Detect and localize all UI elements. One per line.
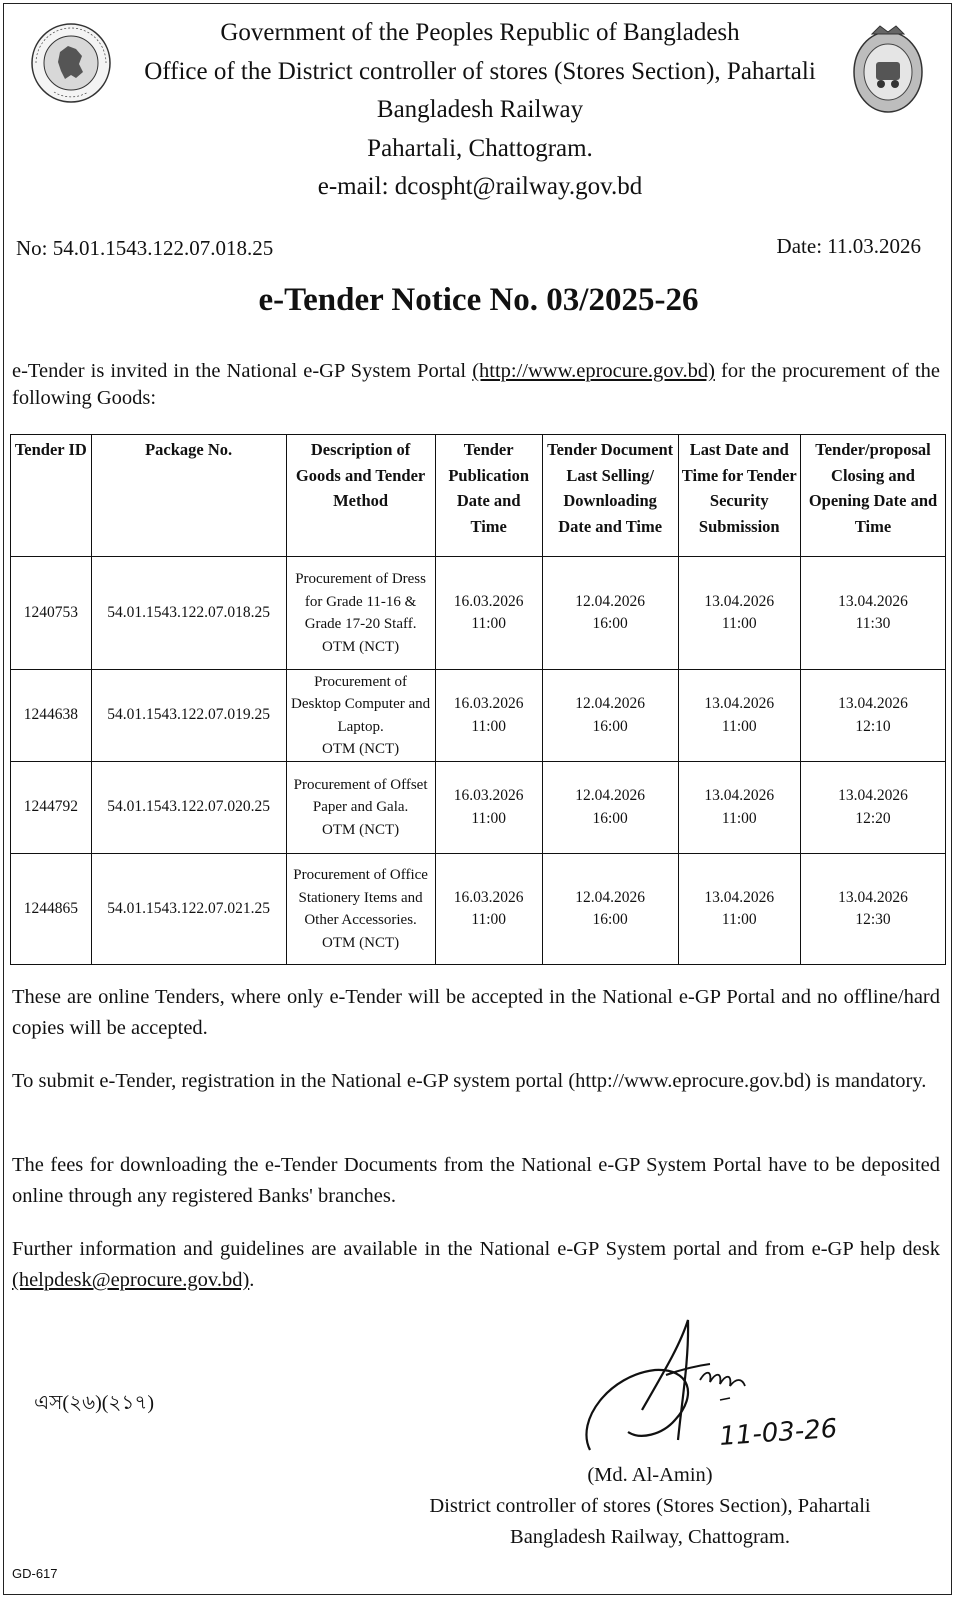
document-cell xyxy=(542,670,678,762)
table-row xyxy=(11,854,946,965)
closing-date: 13.04.2026 xyxy=(838,592,908,610)
description-cell xyxy=(286,762,435,854)
signatory-designation: District controller of stores (Stores Section), Pahartali xyxy=(429,1495,871,1517)
publication-date: 16.03.2026 xyxy=(453,888,524,906)
description-text: Procurement of Offset Paper and Gala. xyxy=(293,776,428,816)
header-package-no: Package No. xyxy=(91,435,286,557)
publication-cell xyxy=(435,670,542,762)
closing-cell xyxy=(801,854,946,965)
description-cell xyxy=(286,670,435,762)
organization-name: Bangladesh Railway xyxy=(376,96,584,123)
description-cell xyxy=(286,854,435,965)
publication-date: 16.03.2026 xyxy=(453,592,524,610)
bangladesh-railway-logo-icon xyxy=(850,22,926,118)
header-closing-date: Tender/proposal Closing and Opening Date and Time xyxy=(801,435,946,557)
security-cell xyxy=(678,670,800,762)
publication-date: 16.03.2026 xyxy=(453,695,524,712)
package-no-cell: 54.01.1543.122.07.019.25 xyxy=(91,670,286,762)
reference-date: Date: 11.03.2026 xyxy=(776,234,921,258)
security-cell xyxy=(678,557,800,670)
publication-cell xyxy=(435,557,542,670)
memo-number: এস(২৬)(২১৭) xyxy=(34,1392,155,1414)
closing-time: 11:30 xyxy=(855,615,891,632)
table-row xyxy=(11,557,946,670)
signature-icon xyxy=(570,1300,930,1480)
document-time: 16:00 xyxy=(592,809,628,827)
security-time: 11:00 xyxy=(721,615,757,632)
svg-text:11-03-26: 11-03-26 xyxy=(718,1413,839,1452)
closing-time: 12:20 xyxy=(855,809,891,827)
document-cell xyxy=(542,854,678,965)
intro-text: e-Tender is invited in the National e-GP System Portal xyxy=(12,360,473,382)
publication-date: 16.03.2026 xyxy=(453,787,524,804)
signatory-office: Bangladesh Railway, Chattogram. xyxy=(510,1526,790,1548)
further-info-end: . xyxy=(249,1269,255,1291)
document-time: 16:00 xyxy=(592,911,628,928)
publication-cell xyxy=(435,854,542,965)
notice-title: e-Tender Notice No. 03/2025-26 xyxy=(258,282,699,318)
tender-id-cell: 1244865 xyxy=(11,854,92,965)
signatory-block xyxy=(400,1460,900,1553)
closing-cell xyxy=(801,557,946,670)
publication-time: 11:00 xyxy=(471,717,507,735)
tender-table xyxy=(10,434,946,965)
tender-method: OTM (NCT) xyxy=(322,741,400,757)
header-description: Description of Goods and Tender Method xyxy=(286,435,435,557)
security-time: 11:00 xyxy=(721,911,757,928)
description-cell xyxy=(286,557,435,670)
description-text: Procurement of Desktop Computer and Laptop. xyxy=(291,673,431,735)
closing-time: 12:10 xyxy=(855,717,891,735)
signatory-name: (Md. Al-Amin) xyxy=(587,1464,713,1486)
description-text: Procurement of Office Stationery Items and Other Accessories. xyxy=(293,867,428,928)
closing-date: 13.04.2026 xyxy=(838,787,908,804)
tender-id-cell: 1244792 xyxy=(11,762,92,854)
intro-text-end: for the procurement of the following Goods: xyxy=(12,360,941,409)
closing-cell xyxy=(801,670,946,762)
document-date: 12.04.2026 xyxy=(575,592,646,610)
table-row xyxy=(11,670,946,762)
description-text: Procurement of Dress for Grade 11-16 & Grade 17-20 Staff. xyxy=(295,571,426,632)
online-tender-paragraph: These are online Tenders, where only e-Tender will be accepted in the National e-GP Portal and no offline/hard copies will be accepted. xyxy=(12,986,940,1039)
package-no-cell: 54.01.1543.122.07.018.25 xyxy=(91,557,286,670)
header-tender-id: Tender ID xyxy=(11,435,92,557)
footer-code: GD-617 xyxy=(12,1566,58,1581)
tender-id-cell: 1244638 xyxy=(11,670,92,762)
further-info-paragraph xyxy=(12,1234,940,1296)
document-time: 16:00 xyxy=(592,615,628,632)
publication-time: 11:00 xyxy=(471,911,507,928)
further-info-text: Further information and guidelines are available in the National e-GP System portal and from e-GP help desk xyxy=(12,1238,940,1260)
closing-date: 13.04.2026 xyxy=(838,695,908,712)
header-document-last-date: Tender Document Last Selling/ Downloading Date and Time xyxy=(542,435,678,557)
helpdesk-email-link[interactable]: (helpdesk@eprocure.gov.bd) xyxy=(12,1269,250,1291)
document-cell xyxy=(542,557,678,670)
security-time: 11:00 xyxy=(721,717,757,735)
closing-time: 12:30 xyxy=(855,911,891,928)
table-header-row xyxy=(11,435,946,557)
security-cell xyxy=(678,762,800,854)
closing-date: 13.04.2026 xyxy=(838,888,908,906)
publication-time: 11:00 xyxy=(471,809,507,827)
security-date: 13.04.2026 xyxy=(704,787,775,804)
document-date: 12.04.2026 xyxy=(575,787,646,804)
document-time: 16:00 xyxy=(592,717,628,735)
table-row xyxy=(11,762,946,854)
security-time: 11:00 xyxy=(721,809,757,827)
fees-paragraph: The fees for downloading the e-Tender Documents from the National e-GP System Portal have to be deposited online through any registered Banks' branches. xyxy=(12,1154,940,1207)
office-email: e-mail: dcospht@railway.gov.bd xyxy=(317,173,643,200)
package-no-cell: 54.01.1543.122.07.020.25 xyxy=(91,762,286,854)
security-date: 13.04.2026 xyxy=(704,888,775,906)
eprocure-link[interactable]: (http://www.eprocure.gov.bd) xyxy=(472,360,715,382)
government-name: Government of the Peoples Republic of Bangladesh xyxy=(220,19,740,46)
document-date: 12.04.2026 xyxy=(575,888,646,906)
office-name: Office of the District controller of stores (Stores Section), Pahartali xyxy=(144,57,816,85)
header-security-date: Last Date and Time for Tender Security Submission xyxy=(678,435,800,557)
tender-method: OTM (NCT) xyxy=(322,638,400,655)
document-cell xyxy=(542,762,678,854)
tender-method: OTM (NCT) xyxy=(322,821,400,838)
package-no-cell: 54.01.1543.122.07.021.25 xyxy=(91,854,286,965)
security-date: 13.04.2026 xyxy=(704,592,775,610)
publication-time: 11:00 xyxy=(471,615,507,632)
registration-paragraph: To submit e-Tender, registration in the National e-GP system portal (http://www.eprocure.gov.bd) is mandatory. xyxy=(12,1070,927,1092)
security-cell xyxy=(678,854,800,965)
intro-paragraph xyxy=(12,358,940,412)
header-publication-date: Tender Publication Date and Time xyxy=(435,435,542,557)
security-date: 13.04.2026 xyxy=(704,695,775,712)
government-seal-icon xyxy=(30,22,112,104)
tender-id-cell: 1240753 xyxy=(11,557,92,670)
tender-method: OTM (NCT) xyxy=(322,934,400,951)
closing-cell xyxy=(801,762,946,854)
publication-cell xyxy=(435,762,542,854)
document-date: 12.04.2026 xyxy=(575,695,646,712)
letterhead xyxy=(120,14,840,207)
office-location: Pahartali, Chattogram. xyxy=(367,134,593,162)
reference-number: No: 54.01.1543.122.07.018.25 xyxy=(16,236,274,260)
